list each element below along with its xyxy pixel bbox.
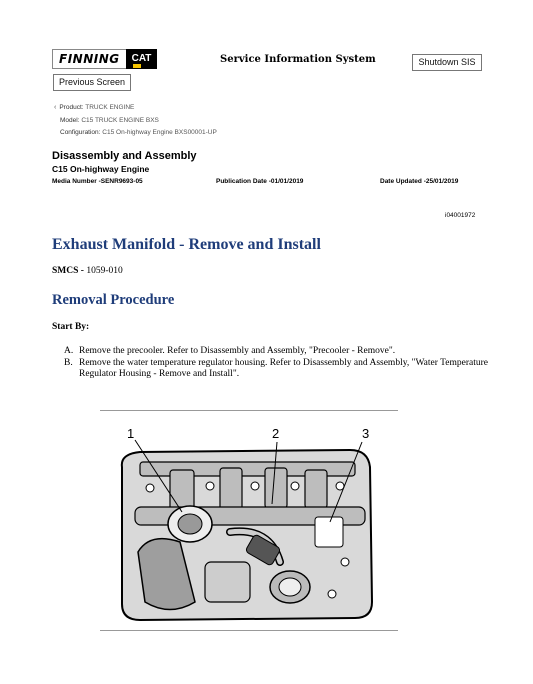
product-line [54, 104, 134, 111]
step-b [64, 358, 494, 381]
product-value: TRUCK ENGINE [85, 104, 135, 111]
step-a [64, 346, 494, 358]
model-label: Model: [60, 117, 80, 124]
step-text: Remove the water temperature regulator housing. Refer to Disassembly and Assembly, "Water Temperature Regulator Housing - Remove and Install". [79, 357, 488, 379]
callout-2: 2 [272, 426, 280, 441]
callout-3: 3 [362, 426, 370, 441]
system-title: Service Information System [220, 54, 376, 65]
figure-bottom-rule [100, 630, 398, 631]
start-by-steps [64, 346, 494, 381]
configuration-value: C15 On-highway Engine BXS00001-UP [102, 129, 217, 136]
media-number: Media Number -SENR9693-05 [52, 178, 143, 185]
step-text: Remove the precooler. Refer to Disassembly and Assembly, "Precooler - Remove". [79, 346, 396, 356]
configuration-line [60, 129, 217, 136]
chevron-left-icon[interactable]: ‹ [54, 104, 57, 111]
subsection-heading: C15 On-highway Engine [52, 164, 150, 174]
logo-cat-badge: CAT [126, 49, 158, 69]
logo-text: FINNING [52, 49, 126, 69]
page-title: Exhaust Manifold - Remove and Install [52, 236, 321, 253]
product-label: Product: [59, 104, 84, 111]
finning-cat-logo [52, 49, 157, 69]
smcs-value: 1059-010 [83, 266, 123, 276]
model-value: C15 TRUCK ENGINE BXS [81, 117, 159, 124]
date-updated: Date Updated -25/01/2019 [380, 178, 459, 185]
smcs-code [52, 266, 123, 276]
figure-top-rule [100, 410, 398, 411]
image-id: i04001972 [445, 212, 476, 219]
shutdown-sis-button[interactable]: Shutdown SIS [412, 54, 482, 71]
previous-screen-button[interactable]: Previous Screen [53, 74, 131, 91]
exhaust-manifold-figure [100, 412, 400, 630]
section-heading: Disassembly and Assembly [52, 150, 197, 162]
start-by-label: Start By: [52, 322, 90, 332]
model-line [60, 117, 159, 124]
step-letter: A. [64, 346, 74, 356]
configuration-label: Configuration: [60, 129, 101, 136]
smcs-label: SMCS - [52, 266, 84, 276]
publication-date: Publication Date -01/01/2019 [216, 178, 304, 185]
callout-1: 1 [127, 426, 135, 441]
procedure-heading: Removal Procedure [52, 292, 175, 308]
step-letter: B. [64, 357, 73, 368]
